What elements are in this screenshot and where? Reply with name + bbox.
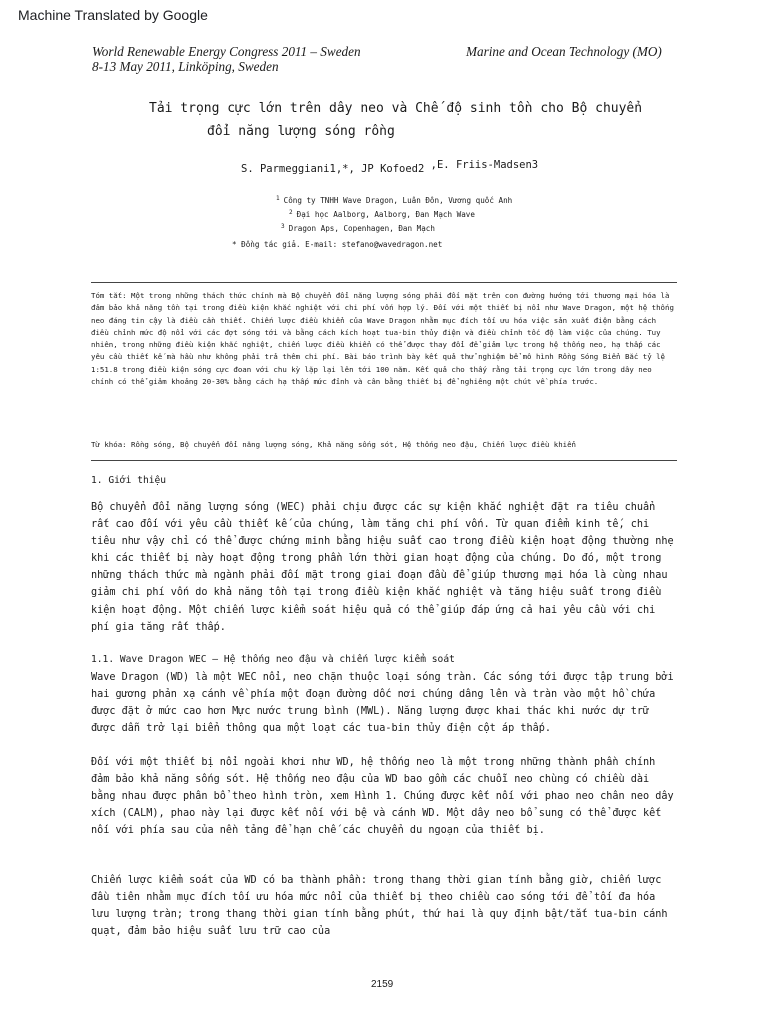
- affiliation-3: [281, 224, 435, 233]
- affiliation-1: [276, 196, 512, 205]
- paper-title-line-2: đổi năng lượng sóng rồng: [207, 124, 395, 139]
- conference-header: [92, 44, 361, 74]
- affiliation-number: 2: [289, 209, 293, 216]
- conference-date-location: 8-13 May 2011, Linköping, Sweden: [92, 59, 279, 74]
- track-header: Marine and Ocean Technology (MO): [466, 44, 662, 59]
- page-number: 2159: [371, 979, 394, 990]
- affiliation-2: [289, 210, 475, 219]
- author-third: ,E. Friis-Madsen3: [430, 159, 539, 171]
- section-heading-introduction: 1. Giới thiệu: [91, 475, 167, 486]
- machine-translated-banner: Machine Translated by Google: [18, 7, 208, 23]
- affiliation-number: 1: [276, 195, 280, 202]
- affiliation-text: Đại học Aalborg, Aalborg, Đan Mạch Wave: [296, 210, 475, 219]
- control-strategy-paragraph: Chiến lược kiểm soát của WD có ba thành phần: trong thang thời gian tính bằng giờ, chiến lược đầu tiên nhằm mục đích tối ưu hóa mức nổi của thiết bị theo chiều cao sóng tới để tối đa hóa lưu lượng tràn; trong thang thời gian tính bằng phút, thứ hai là quy định bật/tắt tua-bin cánh quạt, đảm bảo hiệu suất lưu trữ cao của: [91, 875, 668, 938]
- corresponding-author-email: * Đồng tác giả. E-mail: stefano@wavedragon.net: [232, 240, 443, 249]
- abstract-bottom-rule: [91, 460, 677, 461]
- section-heading-mooring-control: 1.1. Wave Dragon WEC – Hệ thống neo đậu và chiến lược kiểm soát: [91, 654, 455, 665]
- authors-main: S. Parmeggiani1,*, JP Kofoed2: [241, 163, 425, 175]
- affiliation-text: Công ty TNHH Wave Dragon, Luân Đôn, Vương quốc Anh: [283, 196, 513, 205]
- abstract-top-rule: [91, 282, 677, 283]
- affiliation-text: Dragon Aps, Copenhagen, Đan Mạch: [288, 224, 435, 233]
- conference-name: World Renewable Energy Congress 2011 – Sweden: [92, 44, 361, 59]
- keywords: Từ khóa: Rồng sóng, Bộ chuyển đổi năng lượng sóng, Khả năng sống sót, Hệ thống neo đậu, Chiến lược điều khiển: [91, 440, 576, 449]
- mooring-paragraph-2: Đối với một thiết bị nổi ngoài khơi như WD, hệ thống neo là một trong những thành phần chính đảm bảo khả năng sống sót. Hệ thống neo đậu của WD bao gồm các chuỗi neo chùng có chiều dài bằng nhau được phân bổ theo hình tròn, xem Hình 1. Chúng được kết nối với phao neo chân neo dây xích (CALM), phao này lại được kết nối với bệ và cánh WD. Một dây neo bổ sung có thể được kết nối với phía sau của nền tảng để hạn chế các chuyển du ngoạn của thiết bị.: [91, 757, 674, 837]
- affiliation-number: 3: [281, 223, 285, 230]
- abstract: Tóm tắt: Một trong những thách thức chính mà Bộ chuyển đổi năng lượng sóng phải đối mặt trên con đường hướng tới thương mại hóa là đảm bảo khả năng tồn tại trong điều kiện khắc nghiệt với chi phí vốn hợp lý. Đối với một thiết bị nổi như Wave Dragon, một hệ thống neo đáng tin cậy là điều cần thiết. Chiến lược điều khiển của Wave Dragon nhằm mục đích tối ưu hóa việc sản xuất điện bằng cách điều chỉnh mức độ nổi với các đợt sóng tới và bằng cách kích hoạt tua-bin thủy điện và điều chỉnh tốc độ làm việc của chúng. Tuy nhiên, trong những điều kiện khắc nghiệt, chiến lược điều khiển có thể được thay đổi để giảm lực trong hệ thống neo, hạ thấp các yêu cầu thiết kế mà hầu như không phải trả thêm chi phí. Bài báo trình bày kết quả thử nghiệm bể mô hình Rồng Sóng Biển Bắc tỷ lệ 1:51.8 trong điều kiện sóng cực đoan với chu kỳ lặp lại lên tới 100 năm. Kết quả cho thấy rằng tải trọng cực lớn trong dây neo chính có thể giảm khoảng 20-30% bằng cách hạ thấp mức đỉnh và cân bằng thiết bị để nghiêng một chút về phía trước.: [91, 291, 674, 387]
- author-list: [241, 159, 539, 175]
- introduction-paragraph: Bộ chuyển đổi năng lượng sóng (WEC) phải chịu được các sự kiện khắc nghiệt đặt ra tiêu chuẩn rất cao đối với yêu cầu thiết kế của chúng, làm tăng chi phí vốn. Từ quan điểm kinh tế, chi tiêu như vậy chỉ có thể được chứng minh bằng hiệu suất cao trong điều kiện hoạt động thường nhẹ khi các thiết bị này hoạt động trong phần lớn thời gian hoạt động của chúng. Do đó, một trong những thách thức mà ngành phải đối mặt trong giai đoạn đầu để giúp thương mại hóa là cùng nhau giảm chi phí vốn do khả năng tồn tại trong điều kiện khắc nghiệt và tăng hiệu suất trong điều kiện hoạt động. Một chiến lược kiểm soát hiệu quả có thể giúp đáp ứng cả hai yêu cầu với chi phí gia tăng rất thấp.: [91, 502, 674, 633]
- mooring-paragraph-1: Wave Dragon (WD) là một WEC nổi, neo chặn thuộc loại sóng tràn. Các sóng tới được tập trung bởi hai gương phản xạ cánh về phía một đoạn đường dốc nơi chúng dâng lên và tràn vào một hồ chứa được đặt ở mức cao hơn Mực nước trung bình (MWL). Năng lượng được khai thác khi nước dự trữ được dẫn trở lại biển thông qua một loạt các tua-bin thủy điện cột áp thấp.: [91, 672, 674, 735]
- paper-title-line-1: Tải trọng cực lớn trên dây neo và Chế độ sinh tồn cho Bộ chuyển: [149, 101, 643, 116]
